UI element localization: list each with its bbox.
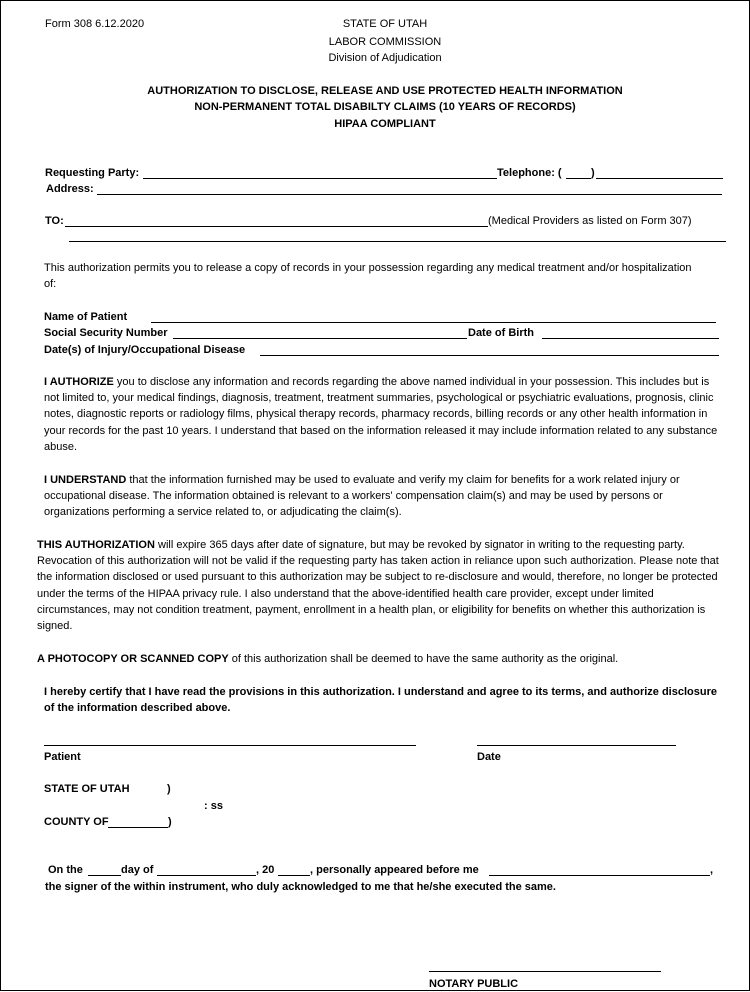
notary-name-field[interactable] bbox=[489, 875, 710, 876]
injury-date-field[interactable] bbox=[260, 355, 719, 356]
photocopy-paragraph bbox=[37, 651, 727, 667]
telephone-field[interactable] bbox=[596, 178, 723, 179]
telephone-label: Telephone: ( bbox=[497, 167, 562, 179]
signature-date-line[interactable] bbox=[477, 745, 676, 746]
expiry-lead: THIS AUTHORIZATION bbox=[37, 539, 155, 551]
agency-commission: LABOR COMMISSION bbox=[328, 36, 442, 48]
patient-signature-label: Patient bbox=[44, 751, 81, 763]
authorize-paragraph bbox=[44, 374, 727, 455]
to-label: TO: bbox=[45, 215, 64, 227]
agency-division: Division of Adjudication bbox=[328, 52, 442, 64]
photocopy-lead: A PHOTOCOPY OR SCANNED COPY bbox=[37, 653, 229, 665]
address-label: Address: bbox=[46, 183, 94, 195]
to-field[interactable] bbox=[65, 226, 488, 227]
certify-statement: I hereby certify that I have read the provisions in this authorization. I understand and agree to its terms, and authorize disclosure of the information described above. bbox=[44, 686, 717, 715]
patient-name-field[interactable] bbox=[151, 322, 716, 323]
photocopy-text: of this authorization shall be deemed to have the same authority as the original. bbox=[228, 653, 619, 665]
patient-signature-line[interactable] bbox=[44, 745, 416, 746]
notary-month-field[interactable] bbox=[157, 875, 256, 876]
notary-comma: , bbox=[710, 864, 714, 876]
expiry-paragraph bbox=[37, 537, 727, 634]
to-field-second-line[interactable] bbox=[69, 241, 726, 242]
understand-lead: I UNDERSTAND bbox=[44, 474, 127, 486]
notary-year-prefix: , 20 bbox=[256, 864, 275, 876]
notary-county-field[interactable] bbox=[108, 827, 168, 828]
notary-state-label: STATE OF UTAH bbox=[44, 783, 130, 795]
notary-ss: : ss bbox=[204, 800, 223, 812]
notary-county-label: COUNTY OF bbox=[44, 816, 109, 828]
ssn-label: Social Security Number bbox=[44, 327, 168, 339]
requesting-party-field[interactable] bbox=[143, 178, 497, 179]
telephone-area-field[interactable] bbox=[566, 178, 591, 179]
notary-county-paren: ) bbox=[168, 816, 172, 828]
patient-name-label: Name of Patient bbox=[44, 311, 128, 323]
notary-state-paren: ) bbox=[167, 783, 171, 795]
address-field[interactable] bbox=[97, 194, 722, 195]
requesting-party-label: Requesting Party: bbox=[45, 167, 140, 179]
notary-public-label: NOTARY PUBLIC bbox=[429, 978, 519, 990]
to-note: (Medical Providers as listed on Form 307) bbox=[488, 215, 692, 227]
ssn-field[interactable] bbox=[173, 338, 467, 339]
notary-year-field[interactable] bbox=[278, 875, 310, 876]
notary-day-field[interactable] bbox=[88, 875, 121, 876]
form-number: Form 308 6.12.2020 bbox=[45, 18, 145, 30]
authorize-lead: I AUTHORIZE bbox=[44, 376, 114, 388]
telephone-close-paren: ) bbox=[591, 167, 595, 179]
understand-paragraph bbox=[44, 472, 727, 521]
authorize-text: you to disclose any information and records regarding the above named individual in your possession. This includes but is not limited to, your medical findings, diagnosis, treatment, treatment summaries, psychological or psychiatric evaluations, prognosis, clinic notes, diagnostic reports or radiology films, physical therapy records, pharmacy records, billing records or any other health information in your records for the past 10 years. I understand that based on the information released it may include information related to any substance abuse. bbox=[44, 376, 718, 453]
notary-signature-line[interactable] bbox=[429, 971, 661, 972]
signature-date-label: Date bbox=[477, 751, 501, 763]
notary-appeared: , personally appeared before me bbox=[310, 864, 479, 876]
injury-date-label: Date(s) of Injury/Occupational Disease bbox=[44, 344, 246, 356]
intro-text: This authorization permits you to release a copy of records in your possession regarding any medical treatment and/or hospitalization of: bbox=[44, 262, 692, 291]
dob-field[interactable] bbox=[542, 338, 719, 339]
understand-text: that the information furnished may be used to evaluate and verify my claim for benefits for a work related injury or occupational disease. The information obtained is relevant to a workers' compensation claim(s) and may be used by persons or organizations performing a service related to, or adjudicating the claim(s). bbox=[44, 474, 680, 519]
agency-state: STATE OF UTAH bbox=[342, 18, 428, 30]
form-title-line-1: AUTHORIZATION TO DISCLOSE, RELEASE AND USE PROTECTED HEALTH INFORMATION bbox=[147, 85, 623, 97]
notary-on-the: On the bbox=[48, 864, 83, 876]
notary-signer-text: the signer of the within instrument, who duly acknowledged to me that he/she executed the same. bbox=[45, 881, 556, 893]
expiry-text: will expire 365 days after date of signature, but may be revoked by signator in writing to the requesting party. Revocation of this authorization will not be valid if the requesting party has taken action in reliance upon such authorization. Please note that the information disclosed or used pursuant to this authorization may be subject to re-disclosure and would, therefore, no longer be protected under the terms of the HIPAA privacy rule. I also understand that the above-identified health care provider, except under limited circumstances, may not condition treatment, payment, enrollment in a health plan, or eligibility for benefits on whether this authorization is signed. bbox=[37, 539, 719, 633]
dob-label: Date of Birth bbox=[468, 327, 534, 339]
notary-day-of: day of bbox=[121, 864, 154, 876]
form-title-line-2: NON-PERMANENT TOTAL DISABILTY CLAIMS (10 YEARS OF RECORDS) bbox=[194, 101, 576, 113]
form-title-line-3: HIPAA COMPLIANT bbox=[334, 118, 436, 130]
